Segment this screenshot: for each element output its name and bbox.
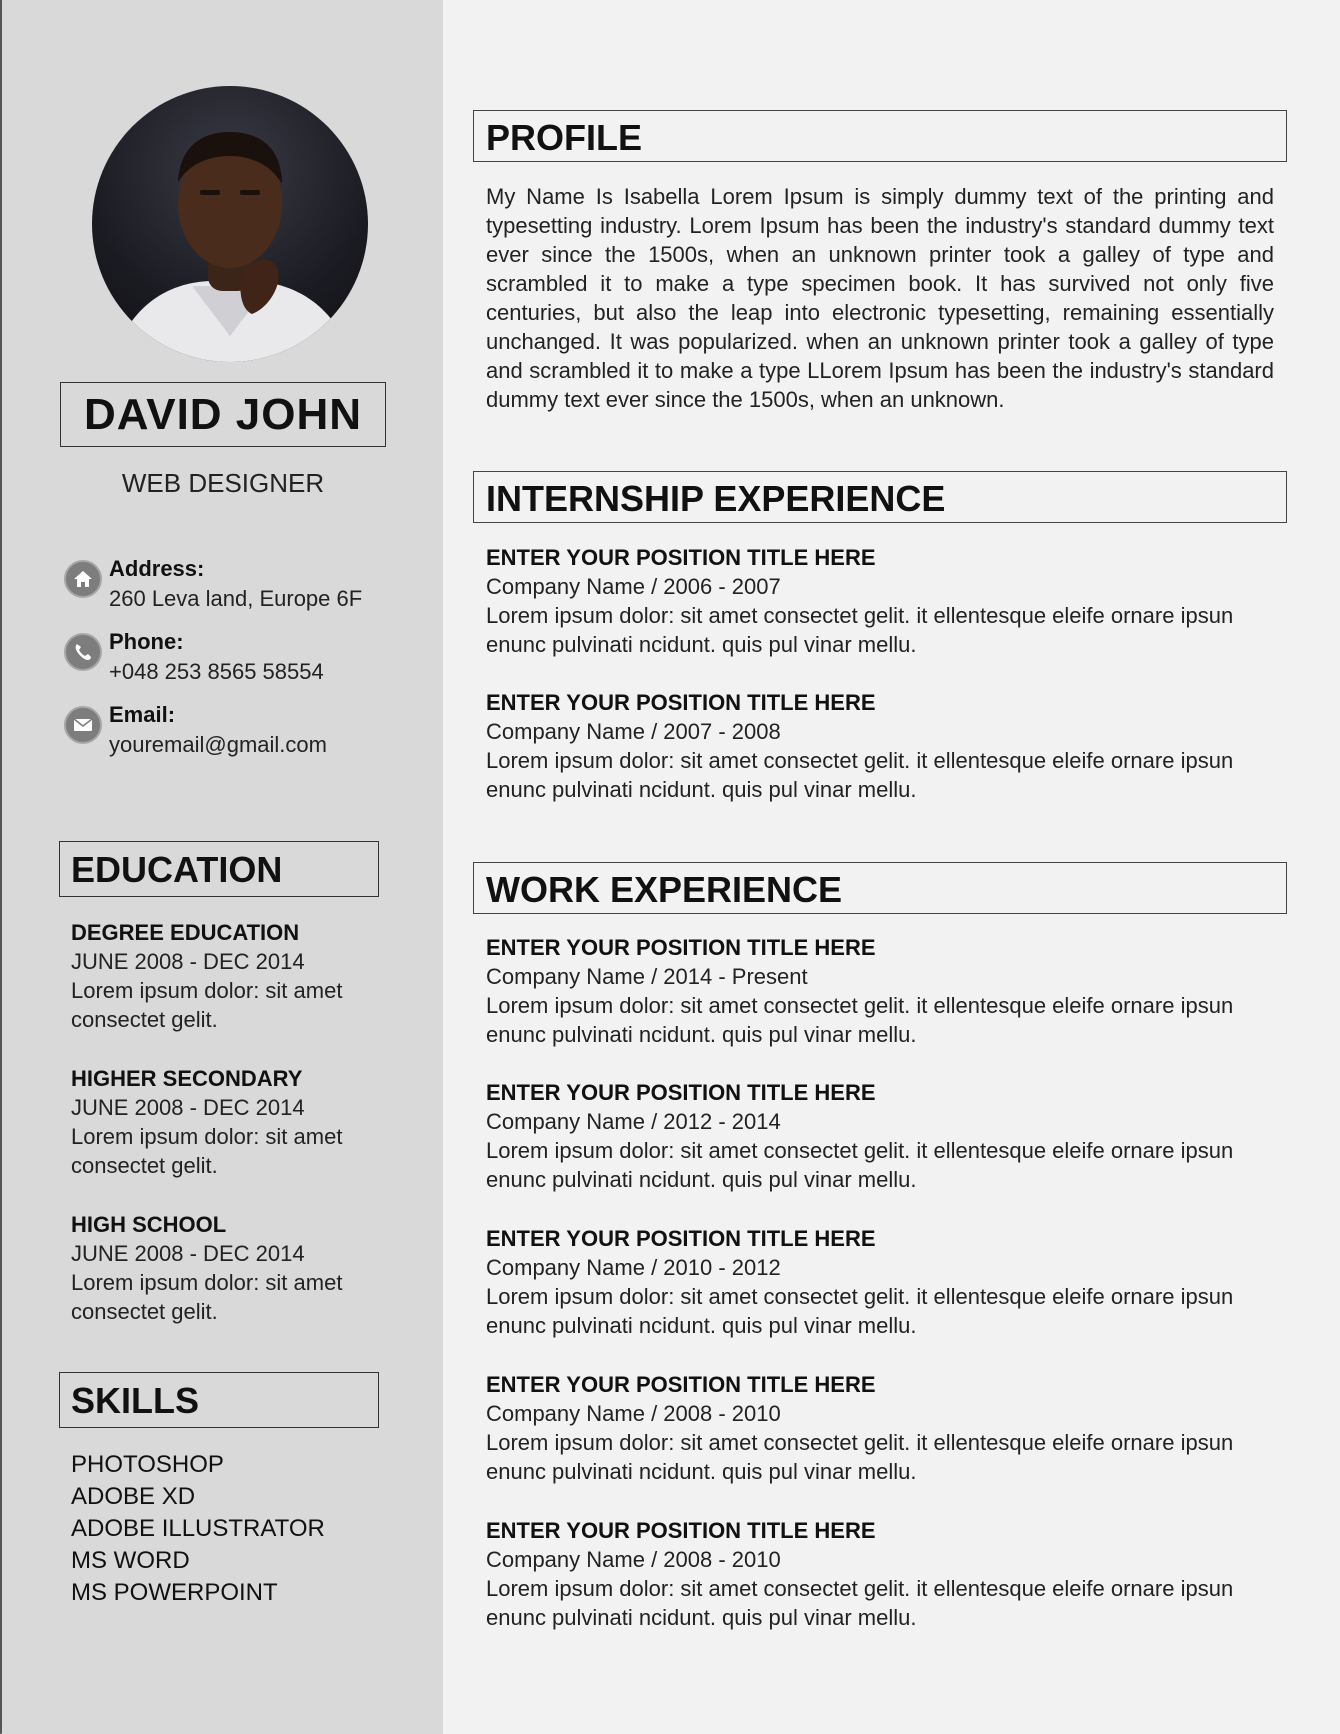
company-dates: Company Name / 2008 - 2010 <box>486 1547 781 1572</box>
position-desc: enunc pulvinati ncidunt. quis pul vinar mellu. <box>486 1605 917 1630</box>
position-desc: Lorem ipsum dolor: sit amet consectet gelit. it ellentesque eleife ornare ipsun <box>486 1284 1234 1309</box>
name-box <box>60 382 386 447</box>
education-dates: JUNE 2008 - DEC 2014 <box>71 1241 305 1266</box>
position-title: ENTER YOUR POSITION TITLE HERE <box>486 690 876 715</box>
education-desc: consectet gelit. <box>71 1299 218 1324</box>
education-title: HIGHER SECONDARY <box>71 1066 303 1091</box>
position-desc: Lorem ipsum dolor: sit amet consectet gelit. it ellentesque eleife ornare ipsun <box>486 1430 1234 1455</box>
company-dates: Company Name / 2008 - 2010 <box>486 1401 781 1426</box>
job-title: WEB DESIGNER <box>121 468 325 498</box>
position-desc: Lorem ipsum dolor: sit amet consectet gelit. it ellentesque eleife ornare ipsun <box>486 993 1234 1018</box>
company-dates: Company Name / 2014 - Present <box>486 964 808 989</box>
skill-item: PHOTOSHOP <box>71 1451 224 1478</box>
profile-text: My Name Is Isabella Lorem Ipsum is simply dummy text of the printing and typesetting industry. Lorem Ipsum has been the industry's standard dummy text ever since the 1500s, when an unknown printer took a galley of type and scrambled it to make a type specimen book. It has survived not only five centuries, but also the leap into electronic typesetting, remaining essentially unchanged. It was popularized. when an unknown printer took a galley of type and scrambled it to make a type LLorem Ipsum has been the industry's standard dummy text ever since the 1500s, when an unknown. <box>486 184 1274 412</box>
position-desc: Lorem ipsum dolor: sit amet consectet gelit. it ellentesque eleife ornare ipsun <box>486 748 1234 773</box>
position-desc: enunc pulvinati ncidunt. quis pul vinar mellu. <box>486 1022 917 1047</box>
envelope-icon <box>64 706 102 744</box>
position-title: ENTER YOUR POSITION TITLE HERE <box>486 935 876 960</box>
address-value: 260 Leva land, Europe 6F <box>109 586 363 611</box>
position-title: ENTER YOUR POSITION TITLE HERE <box>486 1080 876 1105</box>
education-dates: JUNE 2008 - DEC 2014 <box>71 949 305 974</box>
profile-photo <box>92 86 368 362</box>
sidebar <box>2 0 443 1734</box>
education-item <box>71 918 391 1034</box>
education-dates: JUNE 2008 - DEC 2014 <box>71 1095 305 1120</box>
phone-icon <box>64 633 102 671</box>
position-desc: Lorem ipsum dolor: sit amet consectet gelit. it ellentesque eleife ornare ipsun <box>486 1138 1234 1163</box>
position-desc: Lorem ipsum dolor: sit amet consectet gelit. it ellentesque eleife ornare ipsun <box>486 603 1234 628</box>
person-name: DAVID JOHN <box>83 389 363 439</box>
email-label: Email: <box>109 702 176 727</box>
education-desc: Lorem ipsum dolor: sit amet <box>71 978 343 1003</box>
position-title: ENTER YOUR POSITION TITLE HERE <box>486 1518 876 1543</box>
profile-heading: PROFILE <box>473 110 1287 162</box>
position-title: ENTER YOUR POSITION TITLE HERE <box>486 545 876 570</box>
skill-item: ADOBE ILLUSTRATOR <box>71 1515 325 1542</box>
work-item <box>486 933 1286 1049</box>
education-heading: EDUCATION <box>59 841 379 897</box>
work-item <box>486 1516 1286 1632</box>
education-title: HIGH SCHOOL <box>71 1212 227 1237</box>
internship-item <box>486 688 1286 804</box>
work-heading: WORK EXPERIENCE <box>473 862 1287 914</box>
education-desc: consectet gelit. <box>71 1153 218 1178</box>
phone-value: +048 253 8565 58554 <box>109 659 324 684</box>
address-label: Address: <box>109 556 205 581</box>
skill-item: ADOBE XD <box>71 1483 196 1510</box>
email-value[interactable]: youremail@gmail.com <box>109 732 327 757</box>
position-title: ENTER YOUR POSITION TITLE HERE <box>486 1226 876 1251</box>
education-item <box>71 1064 391 1180</box>
position-desc: enunc pulvinati ncidunt. quis pul vinar mellu. <box>486 1459 917 1484</box>
work-item <box>486 1078 1286 1194</box>
skills-heading: SKILLS <box>59 1372 379 1428</box>
education-desc: consectet gelit. <box>71 1007 218 1032</box>
company-dates: Company Name / 2012 - 2014 <box>486 1109 781 1134</box>
position-desc: Lorem ipsum dolor: sit amet consectet gelit. it ellentesque eleife ornare ipsun <box>486 1576 1234 1601</box>
phone-label: Phone: <box>109 629 184 654</box>
work-item <box>486 1224 1286 1340</box>
portrait-illustration <box>92 86 368 362</box>
skill-item: MS WORD <box>71 1547 190 1574</box>
education-item <box>71 1210 391 1326</box>
work-item <box>486 1370 1286 1486</box>
position-desc: enunc pulvinati ncidunt. quis pul vinar mellu. <box>486 777 917 802</box>
main-column <box>443 0 1340 1734</box>
internship-heading: INTERNSHIP EXPERIENCE <box>473 471 1287 523</box>
internship-item <box>486 543 1286 659</box>
company-dates: Company Name / 2006 - 2007 <box>486 574 781 599</box>
education-desc: Lorem ipsum dolor: sit amet <box>71 1270 343 1295</box>
skills-list <box>71 1449 325 1609</box>
position-desc: enunc pulvinati ncidunt. quis pul vinar mellu. <box>486 1313 917 1338</box>
skill-item: MS POWERPOINT <box>71 1579 278 1606</box>
home-icon <box>64 560 102 598</box>
education-title: DEGREE EDUCATION <box>71 920 300 945</box>
education-desc: Lorem ipsum dolor: sit amet <box>71 1124 343 1149</box>
position-desc: enunc pulvinati ncidunt. quis pul vinar mellu. <box>486 632 917 657</box>
company-dates: Company Name / 2010 - 2012 <box>486 1255 781 1280</box>
position-title: ENTER YOUR POSITION TITLE HERE <box>486 1372 876 1397</box>
company-dates: Company Name / 2007 - 2008 <box>486 719 781 744</box>
position-desc: enunc pulvinati ncidunt. quis pul vinar mellu. <box>486 1167 917 1192</box>
